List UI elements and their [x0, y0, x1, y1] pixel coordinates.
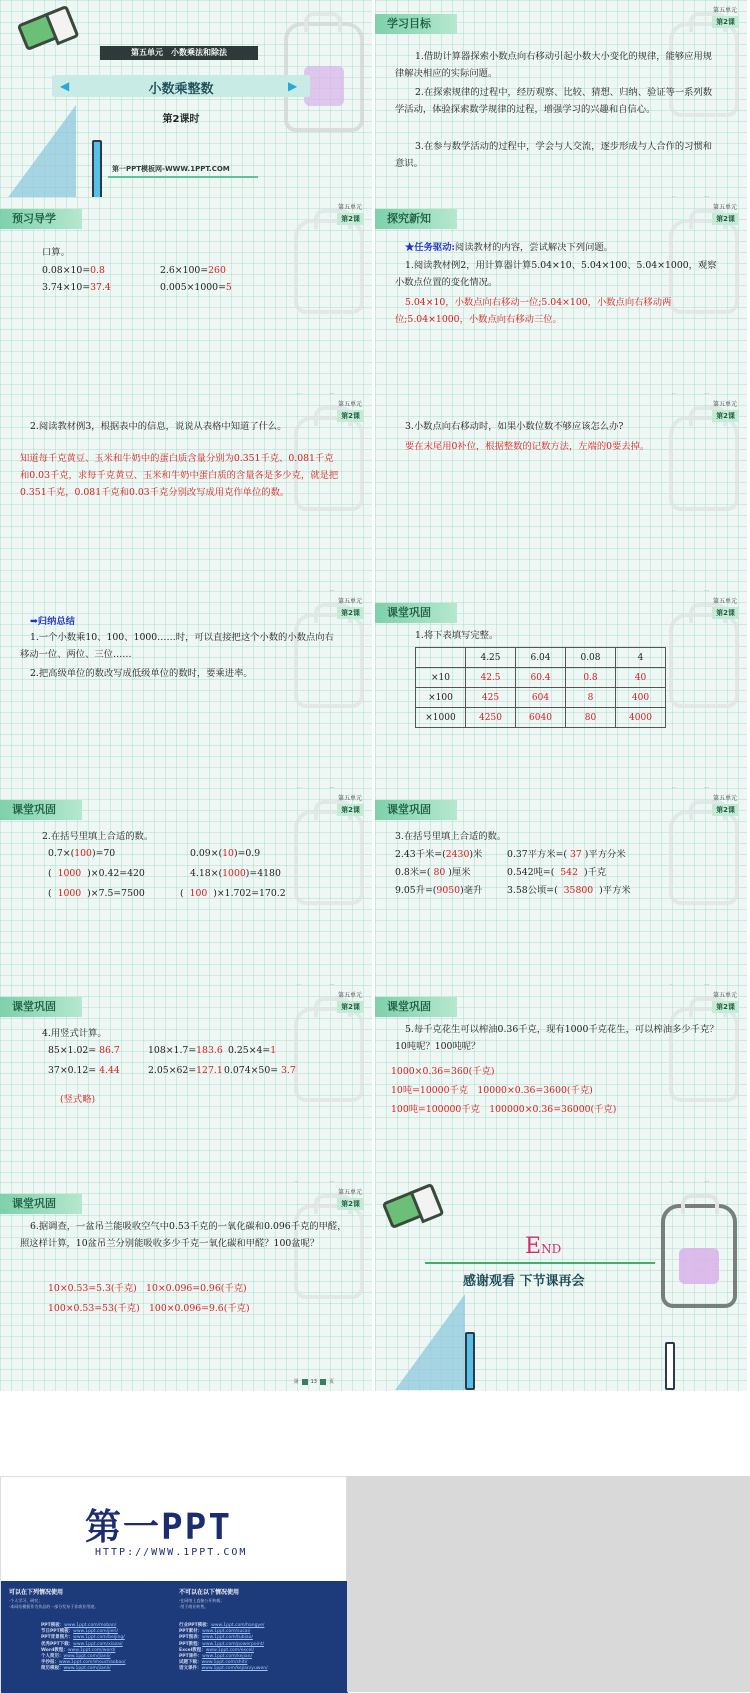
answer-line: 10吨=10000千克 10000×0.36=3600(千克)	[391, 1085, 593, 1096]
answer: 2430	[445, 849, 470, 860]
lesson-tag: 第2课	[712, 1001, 739, 1013]
lesson-tag: 第2课	[337, 804, 364, 816]
row-header: ×100	[416, 688, 466, 708]
link-url[interactable]: www.1ppt.com/sucai/	[202, 1629, 251, 1635]
fill-item	[190, 848, 260, 859]
lesson-tag: 第2课	[712, 607, 739, 619]
can-use-column	[9, 1587, 174, 1610]
end-small-letters: ND	[541, 1242, 562, 1256]
calc-item	[148, 1045, 223, 1056]
calc-item	[148, 1065, 223, 1076]
question: 5.每千克花生可以榨油0.36千克，现有1000千克花生，可以榨油多少千克？10吨呢？100吨呢？	[395, 1024, 719, 1052]
question-1: 1.阅读教材例2，用计算器计算5.04×10、5.04×100、5.04×1000，观察小数点位置的变化情况。	[395, 260, 717, 288]
link-label: PPT课件：	[179, 1654, 203, 1660]
calc-item	[48, 1065, 120, 1076]
link-label: 简历模板：	[41, 1666, 64, 1672]
link-url[interactable]: www.1ppt.com/moban/	[64, 1623, 117, 1628]
link-label: PPT素材：	[179, 1629, 203, 1635]
answer: 37	[569, 849, 582, 860]
can-use-item: ·本网站模板作为作品的一部分发布于非商业用途。	[9, 1604, 99, 1609]
empty-area	[347, 1476, 750, 1692]
links-right	[179, 1623, 344, 1673]
fill-item	[48, 868, 145, 879]
link-label: PPT模板：	[41, 1623, 65, 1628]
link-url[interactable]: www.1ppt.com/powerpoint/	[202, 1641, 265, 1647]
answer: 4.44	[99, 1065, 120, 1076]
expr-pre: 0.8米=(	[395, 867, 431, 878]
fill-item	[507, 846, 626, 860]
brand-panel	[0, 1476, 347, 1692]
unit-label: 第五单元	[337, 992, 362, 999]
slide-9-fill-brackets[interactable]	[0, 788, 372, 997]
question-3: 3.小数点向右移动时，如果小数位数不够应该怎么办?	[405, 421, 624, 432]
fill-item	[395, 846, 482, 860]
prev-arrow-icon[interactable]: ◀	[60, 79, 70, 93]
expr-post: )米	[469, 849, 483, 860]
answer: 542	[560, 867, 579, 878]
answer-3: 要在末尾用0补位，根据整数的记数方法，左端的0要去掉。	[405, 441, 650, 452]
answer: 183.6	[196, 1045, 223, 1056]
end-big-letter: E	[525, 1234, 542, 1259]
question: 6.据调查，一盆吊兰能吸收空气中0.53千克的一氧化碳和0.096千克的甲醛，照这样计算，10盆吊兰分别能吸收多少千克一氧化碳和甲醛？100盆呢？	[20, 1221, 347, 1249]
expr-pre: (	[48, 868, 52, 879]
table-cell: 8	[566, 688, 616, 708]
expr: 37×0.12=	[48, 1065, 97, 1076]
footer-underline	[108, 176, 258, 178]
ruler-triangle-illustration	[6, 105, 76, 200]
cannot-use-column	[179, 1587, 344, 1610]
answer: 35800	[563, 885, 594, 896]
link-label: 试题下载：	[179, 1660, 202, 1666]
expr-pre: 0.542吨=(	[507, 867, 555, 878]
unit-label: 第五单元	[712, 401, 737, 408]
brand-url[interactable]: HTTP://WWW.1PPT.COM	[95, 1547, 248, 1558]
backpack-illustration	[669, 613, 739, 708]
slide-heading: 探究新知	[375, 209, 457, 229]
fill-item	[180, 888, 286, 899]
thanks-text: 感谢观看 下节课再会	[463, 1274, 585, 1289]
answer: 127.1	[196, 1065, 223, 1076]
slide-6-zero-fill[interactable]	[375, 394, 747, 603]
link-label: PPT教程：	[179, 1641, 203, 1647]
table-row	[416, 668, 666, 688]
expr-pre: 0.09×(	[190, 848, 223, 859]
expr-post: )平方米	[599, 885, 631, 896]
cannot-use-item: ·用于商业转售。	[179, 1604, 209, 1609]
answer-line: 1000×0.36=360(千克)	[391, 1066, 495, 1077]
task-text: 阅读教材的内容，尝试解决下列问题。	[454, 242, 613, 253]
answer: 80	[433, 867, 446, 878]
cover-footer: 第一PPT模板网-WWW.1PPT.COM	[112, 165, 230, 173]
lesson-tag: 第2课	[337, 1001, 364, 1013]
unit-label: 第五单元	[337, 795, 362, 802]
unit-label: 第五单元	[337, 1189, 362, 1196]
answer: 1000	[57, 868, 82, 879]
expr-post: )=70	[91, 848, 116, 859]
expr: 108×1.7=	[148, 1045, 197, 1056]
slide-13-spider-plant[interactable]	[0, 1182, 372, 1391]
can-use-item: ·个人学习、研究；	[9, 1598, 43, 1603]
calc-note: (竖式略)	[60, 1094, 96, 1105]
link-url[interactable]: www.1ppt.com/beijing/	[73, 1635, 125, 1641]
next-arrow-icon[interactable]: ▶	[288, 79, 298, 93]
link-url[interactable]: www.1ppt.com/word/	[67, 1647, 116, 1653]
exercise-item	[42, 265, 105, 276]
link-url[interactable]: www.1ppt.com/kejian/	[202, 1654, 252, 1660]
calc-item	[228, 1045, 276, 1056]
lesson-tag: 第2课	[337, 213, 364, 225]
answer: 100	[189, 888, 208, 899]
end-divider	[425, 1262, 655, 1264]
row-header: ×1000	[416, 708, 466, 728]
fill-item	[190, 868, 281, 879]
unit-label: 第五单元	[337, 401, 362, 408]
table-header-cell: 4.25	[466, 648, 516, 668]
question: 3.在括号里填上合适的数。	[395, 831, 507, 842]
objective-3: 3.在参与数学活动的过程中，学会与人交流，逐步形成与人合作的习惯和意识。	[395, 141, 713, 169]
answer: 100	[74, 848, 92, 859]
ruler-triangle-illustration	[395, 1294, 465, 1390]
expr-post: )×1.702=170.2	[213, 888, 286, 899]
exercise-intro: 口算。	[42, 247, 70, 258]
slide-heading: 课堂巩固	[375, 800, 457, 820]
expr-pre: 9.05升=(	[395, 885, 437, 896]
objective-2: 2.在探索规律的过程中，经历观察、比较、猜想、归纳、验证等一系列数学活动，体验探索数学规律的过程，增强学习的兴趣和自信心。	[395, 87, 713, 115]
expr: 85×1.02=	[48, 1045, 97, 1056]
unit-label: 第五单元	[337, 598, 362, 605]
slide-heading: 课堂巩固	[375, 603, 457, 623]
exercise-item	[160, 282, 232, 293]
expr: 0.005×1000=	[160, 282, 226, 293]
lesson-tag: 第2课	[337, 607, 364, 619]
cannot-use-title: 不可以在以下情况使用	[179, 1589, 240, 1596]
lesson-tag: 第2课	[337, 1198, 364, 1210]
table-header-cell: 4	[616, 648, 666, 668]
link-row[interactable]	[179, 1666, 344, 1672]
answer: 1000	[222, 868, 246, 879]
link-url[interactable]: www.1ppt.com/tubiao/	[202, 1635, 253, 1641]
exercise-item	[160, 265, 226, 276]
lesson-tag: 第2课	[337, 410, 364, 422]
table-cell: 400	[616, 688, 666, 708]
table-header-cell: 6.04	[516, 648, 566, 668]
expr-post: )毫升	[460, 885, 483, 896]
objective-1: 1.借助计算器探索小数点向右移动引起小数大小变化的规律，能够应用规律解决相应的实际问题。	[395, 51, 713, 79]
link-label: 优秀PPT下载：	[41, 1641, 74, 1647]
expr: 0.25×4=	[228, 1045, 271, 1056]
answer: 5	[225, 282, 232, 293]
unit-label: 第五单元	[712, 598, 737, 605]
question-2: 2.阅读教材例3，根据表中的信息，说说从表格中知道了什么。	[30, 421, 287, 432]
end-mark	[525, 1234, 561, 1259]
answer: 1	[270, 1045, 277, 1056]
answer-1: 5.04×10，小数点向右移动一位;5.04×100，小数点向右移动两位;5.04×1000，小数点向右移动三位。	[395, 297, 672, 325]
slide-heading: 课堂巩固	[0, 997, 82, 1017]
expr-pre: 4.18×(	[190, 868, 223, 879]
link-url[interactable]: www.1ppt.com/shiti/	[201, 1660, 248, 1666]
link-label: 行业PPT模板：	[179, 1623, 212, 1628]
table-cell: 6040	[516, 708, 566, 728]
table-cell: 40	[616, 668, 666, 688]
link-url[interactable]: www.1ppt.com/jianli/	[63, 1666, 111, 1672]
summary-1: 1.一个小数乘10、100、1000……时，可以直接把这个小数的小数点向右移动一位、两位、三位……	[20, 632, 334, 660]
unit-label: 第五单元	[712, 7, 737, 14]
link-url[interactable]: www.1ppt.com/kejian/yuwen/	[201, 1666, 268, 1672]
answer: 260	[208, 265, 226, 276]
backpack-illustration	[294, 810, 364, 905]
exercise-item	[42, 282, 111, 293]
table-header-row	[416, 648, 666, 668]
lesson-tag: 第2课	[712, 804, 739, 816]
expr-pre: 2.43千米=(	[395, 849, 446, 860]
slide-7-summary[interactable]	[0, 591, 372, 800]
answer: 9050	[436, 885, 461, 896]
link-url[interactable]: www.1ppt.com/hangye/	[211, 1623, 265, 1628]
link-label: 语文课件：	[179, 1666, 202, 1672]
slide-3-preview[interactable]	[0, 197, 372, 406]
link-label: 个人简历：	[41, 1654, 64, 1660]
table-cell: 60.4	[516, 668, 566, 688]
backpack-illustration	[294, 1007, 364, 1102]
backpack-illustration	[661, 1204, 737, 1308]
expr-pre: (	[180, 888, 184, 899]
backpack-illustration	[294, 219, 364, 314]
table-header-cell	[416, 648, 466, 668]
can-use-title: 可以在下列情况使用	[9, 1589, 64, 1596]
table-cell: 42.5	[466, 668, 516, 688]
fill-item	[395, 864, 471, 878]
slide-12-peanut-oil[interactable]	[375, 985, 747, 1194]
table-header-cell: 0.08	[566, 648, 616, 668]
brand-logo[interactable]: 第一PPT	[85, 1507, 233, 1548]
answer: 10	[222, 848, 234, 859]
expr-post: )平方分米	[584, 849, 626, 860]
table-question: 1.将下表填写完整。	[415, 630, 499, 641]
expr: 2.05×62=	[148, 1065, 197, 1076]
page-title: 小数乘整数	[148, 82, 214, 97]
answer: 86.7	[99, 1045, 120, 1056]
table-cell: 0.8	[566, 668, 616, 688]
expr-post: )厘米	[448, 867, 471, 878]
expr: 3.74×10=	[42, 282, 91, 293]
page-value: 13	[310, 1379, 317, 1385]
lesson-tag: 第2课	[712, 410, 739, 422]
link-url[interactable]: www.1ppt.com/jieri/	[73, 1629, 119, 1635]
unit-label: 第五单元	[337, 204, 362, 211]
slide-heading: 课堂巩固	[0, 1194, 82, 1214]
slide-5-example3[interactable]	[0, 394, 372, 603]
slide-8-table[interactable]	[375, 591, 747, 800]
expr: 0.08×10=	[42, 265, 91, 276]
answer: 1000	[57, 888, 82, 899]
question: 4.用竖式计算。	[42, 1028, 107, 1039]
pencil-illustration	[465, 1332, 475, 1390]
link-label: Excel教程：	[179, 1647, 206, 1653]
table-cell: 604	[516, 688, 566, 708]
fill-item	[395, 882, 482, 896]
answer-line: 100吨=100000千克 100000×0.36=36000(千克)	[391, 1104, 617, 1115]
expr-pre: 3.58公顷=(	[507, 885, 558, 896]
answer-line: 100×0.53=53(千克) 100×0.096=9.6(千克)	[48, 1303, 250, 1314]
cannot-use-item: ·在网络上直接公开转载；	[179, 1598, 225, 1603]
slide-heading: 预习导学	[0, 209, 82, 229]
expr-post: )×7.5=7500	[87, 888, 145, 899]
link-label: 手抄报：	[41, 1660, 59, 1666]
fill-table	[415, 647, 666, 728]
question: 2.在括号里填上合适的数。	[42, 831, 154, 842]
expr: 0.074×50=	[224, 1065, 279, 1076]
table-cell: 4250	[466, 708, 516, 728]
task-label: ★任务驱动:	[405, 242, 455, 253]
unit-label: 第五单元	[712, 204, 737, 211]
summary-2: 2.把高级单位的数改写成低级单位的数时，要乘进率。	[30, 668, 253, 679]
link-url[interactable]: www.1ppt.com/xiazai/	[73, 1641, 123, 1647]
table-cell: 4000	[616, 708, 666, 728]
usage-band	[1, 1581, 348, 1693]
calc-item	[224, 1065, 296, 1076]
lesson-label: 第2课时	[162, 114, 200, 125]
eraser-illustration	[382, 1183, 443, 1229]
fill-item	[48, 888, 145, 899]
table-row	[416, 688, 666, 708]
backpack-illustration	[669, 810, 739, 905]
expr-post: )=0.9	[233, 848, 261, 859]
eraser-illustration	[17, 5, 78, 51]
link-label: PPT背景图片：	[41, 1635, 74, 1641]
unit-label: 第五单元	[712, 795, 737, 802]
link-label: 节日PPT模板：	[41, 1629, 74, 1635]
link-url[interactable]: www.1ppt.com/shouchaobao/	[59, 1660, 126, 1666]
answer-line: 10×0.53=5.3(千克) 10×0.096=0.96(千克)	[48, 1283, 247, 1294]
answer: 37.4	[90, 282, 111, 293]
expr-post: )×0.42=420	[87, 868, 145, 879]
slide-1-cover[interactable]	[0, 0, 372, 209]
fill-item	[507, 864, 606, 878]
answer: 3.7	[281, 1065, 296, 1076]
link-url[interactable]: www.1ppt.com/jianli/	[63, 1654, 111, 1660]
answer-2: 知道每千克黄豆、玉米和牛奶中的蛋白质含量分别为0.351千克、0.081千克和0.03千克，求每千克黄豆、玉米和牛奶中蛋白质的含量各是多少克，就是把0.351千克，0.081千克和0.03千克分别改写成用克作单位的数。	[20, 453, 339, 498]
link-label: PPT图表：	[179, 1635, 203, 1641]
expr-pre: (	[48, 888, 52, 899]
slide-10-unit-conversion[interactable]	[375, 788, 747, 997]
page-number: 第 13 页	[293, 1379, 334, 1385]
lesson-tag: 第2课	[712, 16, 739, 28]
fill-item	[48, 848, 115, 859]
task-line	[405, 239, 725, 256]
table-row	[416, 708, 666, 728]
table-cell: 80	[566, 708, 616, 728]
slide-4-explore[interactable]	[375, 197, 747, 406]
unit-label: 第五单元	[712, 992, 737, 999]
link-label: Word教程：	[41, 1647, 68, 1653]
table-cell: 425	[466, 688, 516, 708]
slide-heading: 课堂巩固	[0, 800, 82, 820]
expr-post: )=4180	[245, 868, 281, 879]
pencil-illustration	[92, 140, 102, 200]
slide-heading: 课堂巩固	[375, 997, 457, 1017]
expr-pre: 0.7×(	[48, 848, 75, 859]
expr-post: )千克	[583, 867, 607, 878]
expr-pre: 0.37平方米=(	[507, 849, 568, 860]
expr: 2.6×100=	[160, 265, 209, 276]
answer: 0.8	[90, 265, 105, 276]
summary-heading: ➡归纳总结	[30, 616, 75, 627]
pen-illustration	[665, 1342, 675, 1390]
link-url[interactable]: www.1ppt.com/excel/	[205, 1647, 254, 1653]
calc-item	[48, 1045, 120, 1056]
slide-heading: 学习目标	[375, 14, 457, 34]
slide-2-objectives[interactable]	[375, 0, 747, 209]
slide-14-end[interactable]	[375, 1182, 747, 1391]
row-header: ×10	[416, 668, 466, 688]
slide-11-vertical-calc[interactable]	[0, 985, 372, 1194]
lesson-tag: 第2课	[712, 213, 739, 225]
fill-item	[507, 882, 631, 896]
unit-bar: 第五单元 小数乘法和除法	[100, 46, 258, 60]
